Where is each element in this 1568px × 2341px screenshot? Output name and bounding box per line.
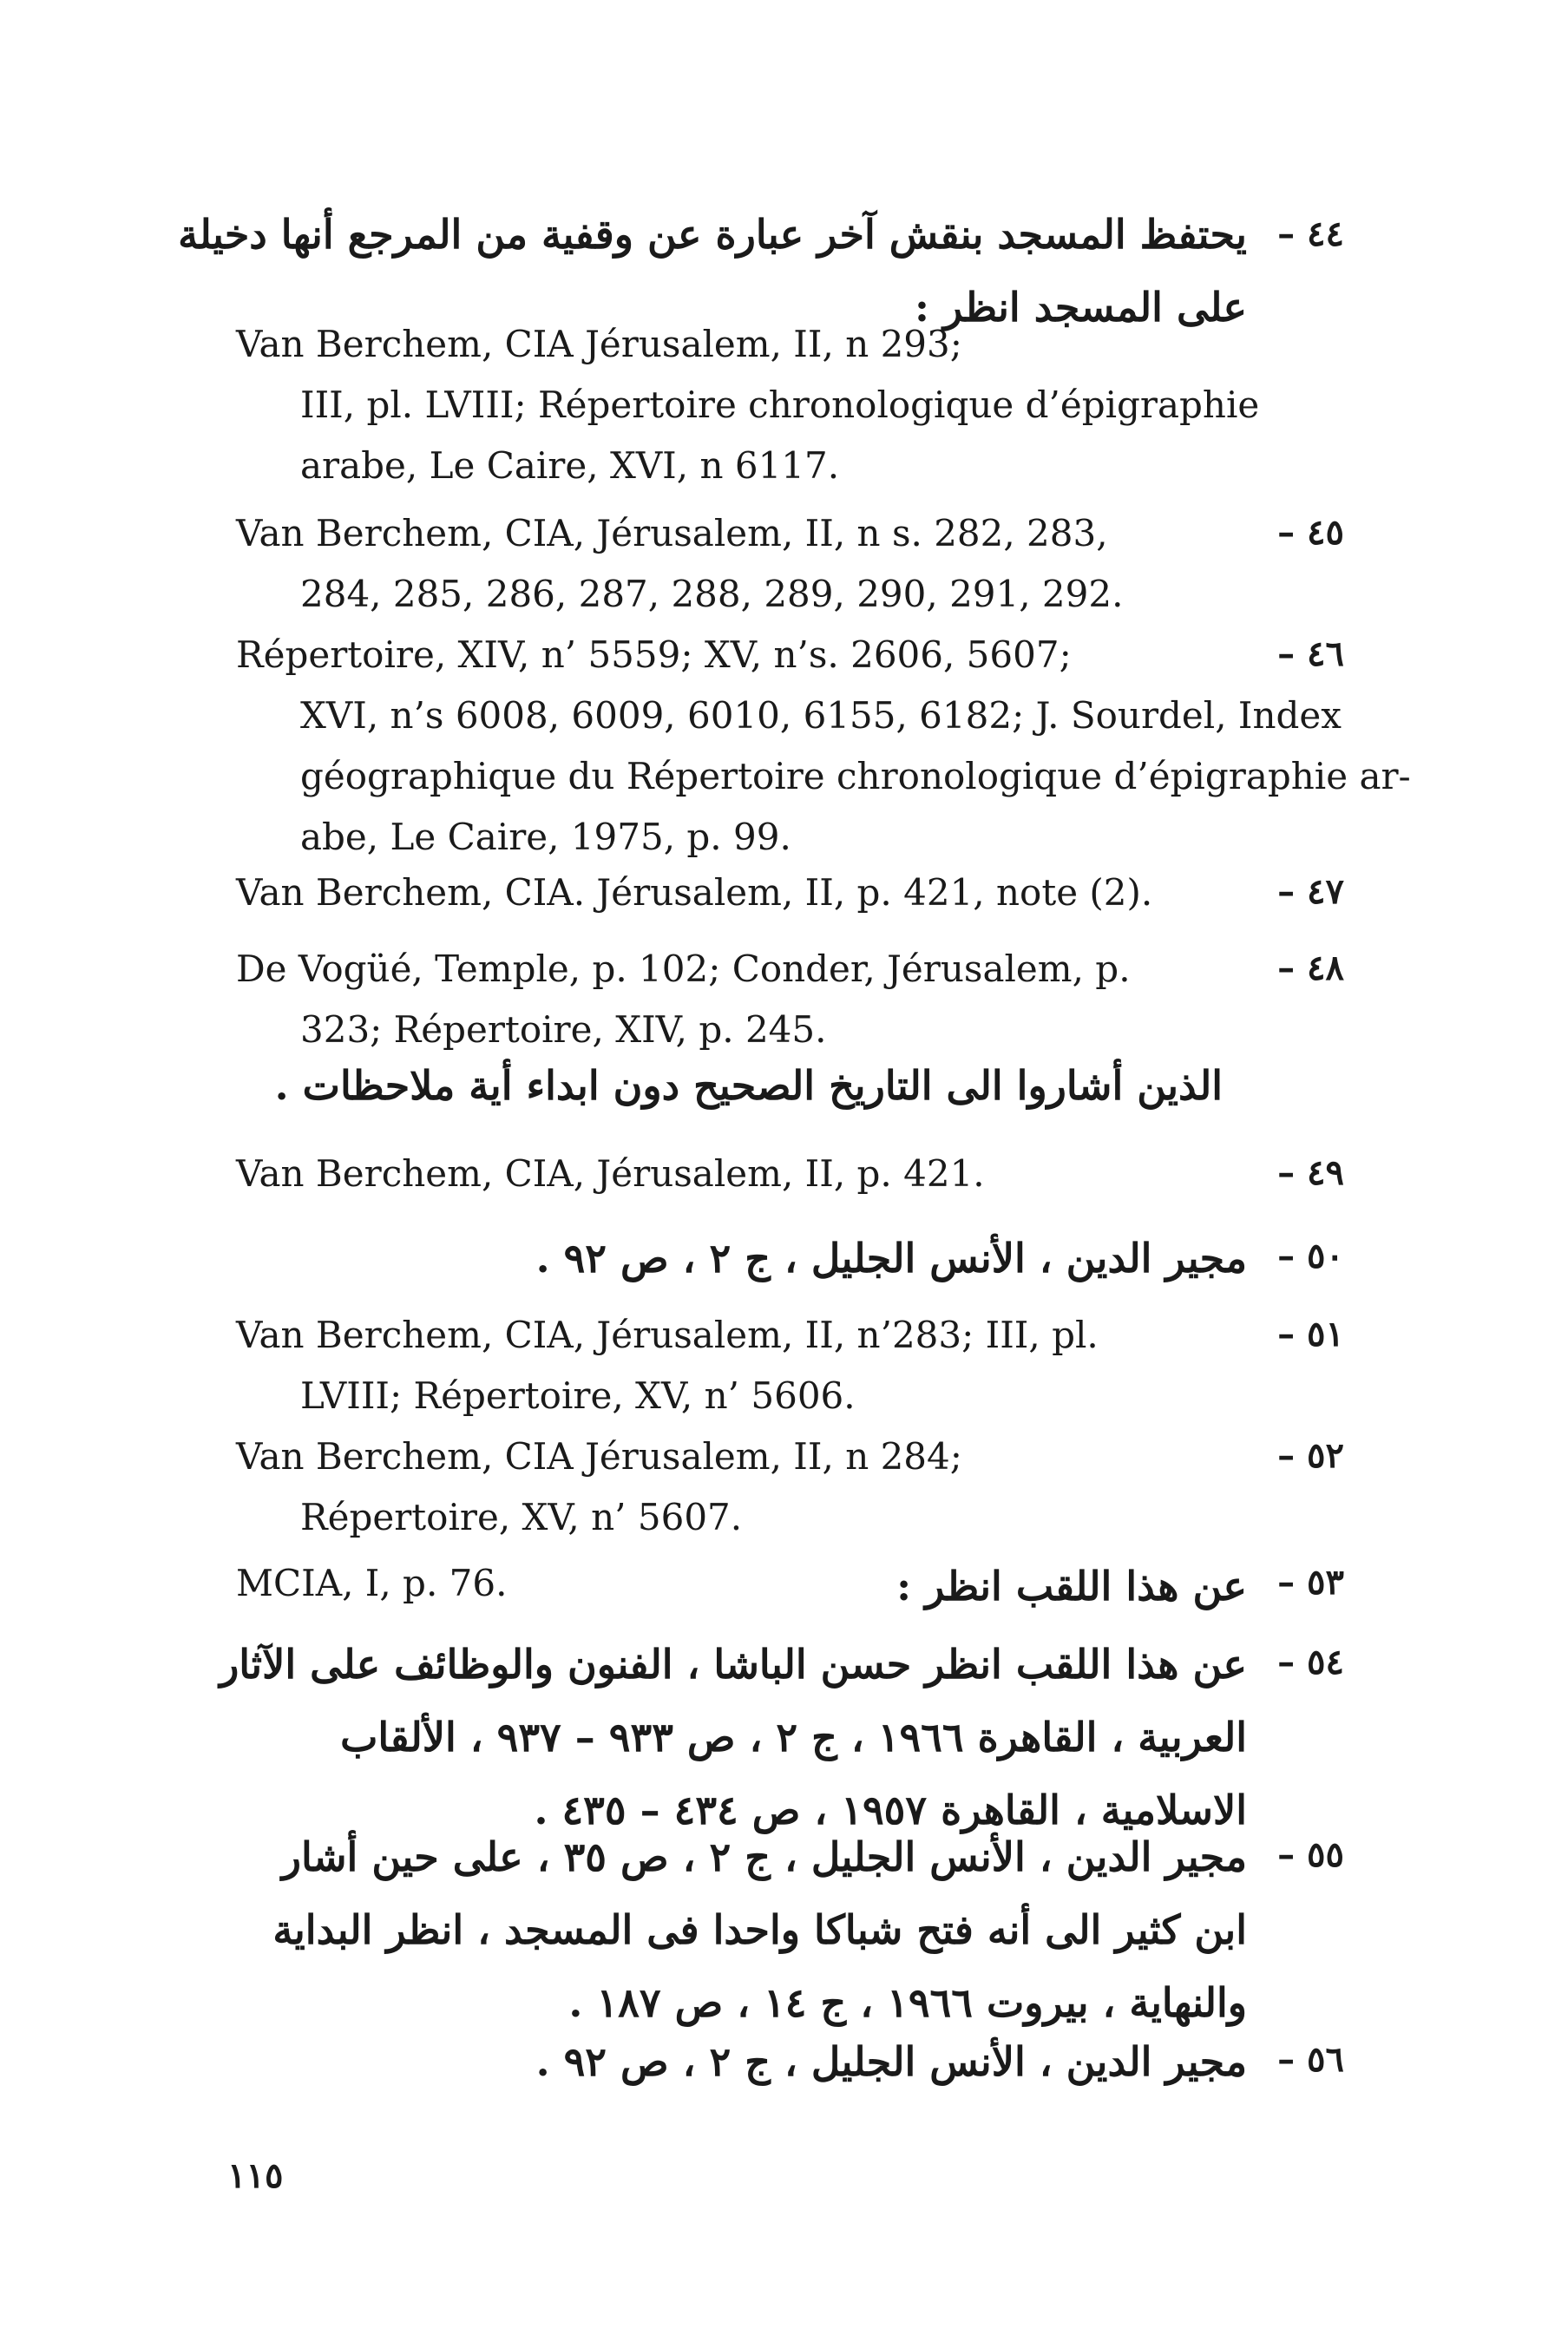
footnote-number: ٥٢ – [1277, 1435, 1344, 1476]
footnote-arabic-text: عن هذا اللقب انظر حسن الباشا ، الفنون والوظائف على الآثار العربية ، القاهرة ١٩٦٦ ، ج ٢ ، ص ٩٣٣ – ٩٣٧ ، الألقاب الاسلامية ، القاهرة ١٩٥٧ ، ص ٤٣٤ – ٤٣٥ . [220, 1641, 1247, 1833]
footnote-latin-text: MCIA, I, p. 76. [236, 1562, 508, 1604]
footnote-arabic-text: مجير الدين ، الأنس الجليل ، ج ٢ ، ص ٩٢ . [535, 2038, 1247, 2085]
footnote-number: ٥٦ – [1277, 2039, 1344, 2080]
section-heading: الذين أشاروا الى التاريخ الصحيح دون ابداء أية ملاحظات . [274, 1062, 1223, 1109]
footnote-latin-text: Van Berchem, CIA, Jérusalem, II, p. 421. [236, 1152, 985, 1195]
footnote-latin-text: Van Berchem, CIA Jérusalem, II, n 284; Répertoire, XV, n’ 5607. [236, 1435, 962, 1538]
footnote-latin-text: Van Berchem, CIA Jérusalem, II, n 293; III, pl. LVIII; Répertoire chronologique d’épigraphie arabe, Le Caire, XVI, n 6117. [236, 323, 1260, 487]
footnote-number: ٥٠ – [1277, 1236, 1344, 1276]
footnote-number: ٥٣ – [1277, 1562, 1344, 1603]
footnote-number: ٥٥ – [1277, 1834, 1344, 1875]
footnote-latin-text: Répertoire, XIV, n’ 5559; XV, n’s. 2606, 5607; XVI, n’s 6008, 6009, 6010, 6155, 6182; J. Sourdel, Index géographique du Répertoire chronologique d’épigraphie ar- abe, Le Caire, 1975, p. 99. [236, 633, 1411, 858]
footnote-number: ٤٧ – [1277, 871, 1344, 912]
footnote-arabic-text: عن هذا اللقب انظر : [896, 1563, 1247, 1610]
footnote-number: ٤٥ – [1277, 512, 1344, 553]
footnote-number: ٤٦ – [1277, 633, 1344, 674]
footnote-arabic-text: مجير الدين ، الأنس الجليل ، ج ٢ ، ص ٩٢ . [535, 1235, 1247, 1282]
footnote-number: ٤٤ – [1277, 213, 1344, 254]
footnote-latin-text: Van Berchem, CIA, Jérusalem, II, n s. 282, 283, 284, 285, 286, 287, 288, 289, 290, 291, 292. [236, 512, 1124, 615]
footnote-latin-text: Van Berchem, CIA. Jérusalem, II, p. 421, note (2). [236, 871, 1153, 914]
footnote-number: ٤٨ – [1277, 948, 1344, 988]
footnote-number: ٤٩ – [1277, 1152, 1344, 1193]
footnote-latin-text: Van Berchem, CIA, Jérusalem, II, n’283; III, pl. LVIII; Répertoire, XV, n’ 5606. [236, 1314, 1099, 1417]
footnote-arabic-text: يحتفظ المسجد بنقش آخر عبارة عن وقفية من المرجع أنها دخيلة على المسجد انظر : [178, 211, 1247, 331]
footnote-latin-text: De Vogüé, Temple, p. 102; Conder, Jérusalem, p. 323; Répertoire, XIV, p. 245. [236, 948, 1131, 1051]
footnote-arabic-text: مجير الدين ، الأنس الجليل ، ج ٢ ، ص ٣٥ ، على حين أشار ابن كثير الى أنه فتح شباكا واحدا فى المسجد ، انظر البداية والنهاية ، بيروت ١٩٦٦ ، ج ١٤ ، ص ١٨٧ . [272, 1833, 1247, 2026]
page-number: ١١٥ [227, 2155, 284, 2196]
footnote-number: ٥١ – [1277, 1314, 1344, 1354]
footnote-number: ٥٤ – [1277, 1642, 1344, 1682]
